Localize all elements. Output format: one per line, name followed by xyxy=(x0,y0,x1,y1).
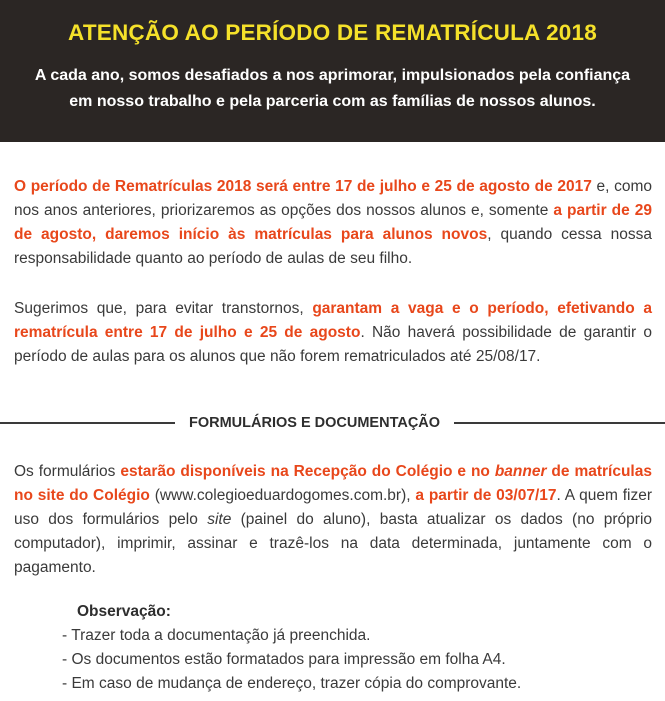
header-subtitle-line2: em nosso trabalho e pela parceria com as famílias de nossos alunos. xyxy=(69,93,596,110)
paragraph2-text-2: . Não haverá possibilidade de garantir o período de aulas para os alunos que não forem rematriculados até 25/08/17. xyxy=(14,324,652,365)
paragraph3-text-1: Os formulários xyxy=(14,463,121,480)
highlight-banner-word xyxy=(495,463,547,480)
highlight-guarantee-spot: garantam a vaga e o período, efetivando a rematrícula entre 17 de julho e 25 de agosto xyxy=(14,300,652,341)
section-divider-right xyxy=(454,422,665,424)
paragraph1-text-2: , quando cessa nossa responsabilidade quanto ao período de aulas de seu filho. xyxy=(14,226,652,267)
highlight-site-location: de matrículas no site do Colégio xyxy=(14,463,652,504)
main-content xyxy=(0,142,665,696)
paragraph1-text-1: e, como nos anos anteriores, priorizaremos as opções dos nossos alunos e, somente xyxy=(14,178,652,219)
paragraph3-text-4: (painel do aluno), basta atualizar os dados (no próprio computador), imprimir, assinar e trazê-los na data determinada, juntamente com o pagamento. xyxy=(14,511,653,576)
paragraph3-text-2: (www.colegioeduardogomes.com.br), xyxy=(149,487,416,504)
header-subtitle-line1: A cada ano, somos desafiados a nos aprimorar, impulsionados pela confiança xyxy=(34,67,631,84)
section-divider-left xyxy=(0,422,175,424)
observation-block xyxy=(62,600,652,696)
highlight-forms-available: estarão disponíveis na Recepção do Colégio e no xyxy=(120,463,495,480)
observation-item: - Trazer toda a documentação já preenchida. xyxy=(62,627,371,644)
site-italic: site xyxy=(207,511,232,528)
banner-italic: banner xyxy=(494,463,547,480)
paragraph-forms xyxy=(14,435,652,580)
paragraph3-text-3: . A quem fizer uso dos formulários pelo xyxy=(14,487,652,528)
header-banner xyxy=(0,0,665,142)
section-heading xyxy=(14,411,652,435)
observation-item: - Os documentos estão formatados para impressão em folha A4. xyxy=(62,651,506,668)
highlight-forms-date: a partir de 03/07/17 xyxy=(415,487,557,504)
paragraph2-text-1: Sugerimos que, para evitar transtornos, xyxy=(14,300,313,317)
highlight-new-students-date: a partir de 29 de agosto, daremos início às matrículas para alunos novos xyxy=(14,202,652,243)
paragraph-suggestion xyxy=(14,271,652,369)
observation-item: - Em caso de mudança de endereço, trazer cópia do comprovante. xyxy=(62,675,522,692)
page-title: ATENÇÃO AO PERÍODO DE REMATRÍCULA 2018 xyxy=(68,20,597,45)
section-title: FORMULÁRIOS E DOCUMENTAÇÃO xyxy=(189,415,441,431)
observation-title: Observação: xyxy=(77,603,171,620)
header-subtitle xyxy=(0,63,665,115)
highlight-period-dates: O período de Rematrículas 2018 será entre 17 de julho e 25 de agosto de 2017 xyxy=(14,178,592,195)
paragraph-rematricula-period xyxy=(14,142,652,271)
